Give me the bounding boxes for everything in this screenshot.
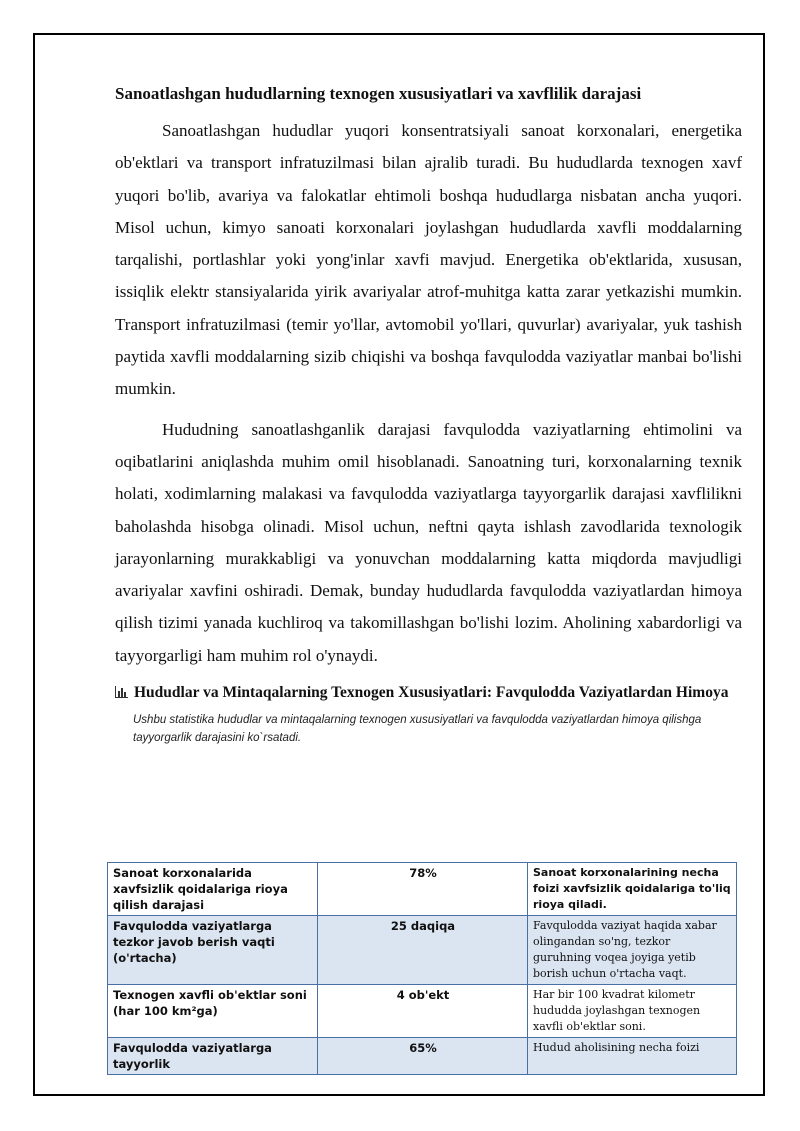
table-row: [108, 1038, 737, 1075]
stat-label: Texnogen xavfli ob'ektlar soni (har 100 km²ga): [108, 985, 318, 1038]
stat-label: Favqulodda vaziyatlarga tezkor javob berish vaqti (o'rtacha): [108, 916, 318, 985]
stats-section-title-block: [115, 682, 742, 703]
paragraph-1: Sanoatlashgan hududlar yuqori konsentratsiyali sanoat korxonalari, energetika ob'ektlari va transport infratuzilmasi bilan ajralib turadi. Bu hududlarda texnogen xavf yuqori bo'lib, avariya va falokatlar ehtimoli boshqa hududlarga nisbatan ancha yuqori. Misol uchun, kimyo sanoati korxonalari joylashgan hududlarda xavfli moddalarning tarqalishi, portlashlar yoki yong'inlar xavfi mavjud. Energetika ob'ektlarida, xususan, issiqlik elektr stansiyalarida yirik avariyalar atrof-muhitga katta zarar yetkazishi mumkin. Transport infratuzilmasi (temir yo'llar, avtomobil yo'llari, quvurlar) avariyalar, yuk tashish paytida xavfli moddalarning sizib chiqishi va boshqa favqulodda vaziyatlar manbai bo'lishi mumkin.: [115, 121, 742, 399]
stat-label: Favqulodda vaziyatlarga tayyorlik: [108, 1038, 318, 1075]
stat-description: Sanoat korxonalarining necha foizi xavfsizlik qoidalariga to'liq rioya qiladi.: [528, 863, 737, 916]
stat-value: 25 daqiqa: [318, 916, 528, 985]
table-row: [108, 985, 737, 1038]
document-heading: Sanoatlashgan hududlarning texnogen xususiyatlari va xavflilik darajasi: [115, 84, 642, 103]
table-row: [108, 863, 737, 916]
stat-value: 4 ob'ekt: [318, 985, 528, 1038]
stat-label: Sanoat korxonalarida xavfsizlik qoidalariga rioya qilish darajasi: [108, 863, 318, 916]
stats-section-title: Hududlar va Mintaqalarning Texnogen Xususiyatlari: Favqulodda Vaziyatlardan Himoya: [134, 684, 729, 702]
table-row: [108, 916, 737, 985]
stats-table: [107, 862, 737, 1075]
stats-section-description: Ushbu statistika hududlar va mintaqalarning texnogen xususiyatlari va favqulodda vaziyatlardan himoya qilishga tayyorgarlik darajasini ko`rsatadi.: [133, 714, 702, 745]
stat-value: 65%: [318, 1038, 528, 1075]
document-body: [115, 82, 742, 747]
stat-description: Favqulodda vaziyat haqida xabar olingandan so'ng, tezkor guruhning voqea joyiga yetib borish uchun o'rtacha vaqt.: [528, 916, 737, 985]
bar-chart-icon: [115, 683, 128, 695]
stat-description: Hudud aholisining necha foizi: [528, 1038, 737, 1075]
stat-value: 78%: [318, 863, 528, 916]
paragraph-2: Hududning sanoatlashganlik darajasi favqulodda vaziyatlarning ehtimolini va oqibatlarini aniqlashda muhim omil hisoblanadi. Sanoatning turi, korxonalarning texnik holati, xodimlarning malakasi va favqulodda vaziyatlarga tayyorgarlik darajasi xavflilikni baholashda hisobga olinadi. Misol uchun, neftni qayta ishlash zavodlarida texnologik jarayonlarning murakkabligi va yonuvchan moddalarning katta miqdorda mavjudligi avariyalar xavfini oshiradi. Demak, bunday hududlarda favqulodda vaziyatlardan himoya qilish tizimi yanada kuchliroq va takomillashgan bo'lishi lozim. Aholining xabardorligi va tayyorgarligi ham muhim rol o'ynaydi.: [115, 419, 742, 665]
stat-description: Har bir 100 kvadrat kilometr hududda joylashgan texnogen xavfli ob'ektlar soni.: [528, 985, 737, 1038]
